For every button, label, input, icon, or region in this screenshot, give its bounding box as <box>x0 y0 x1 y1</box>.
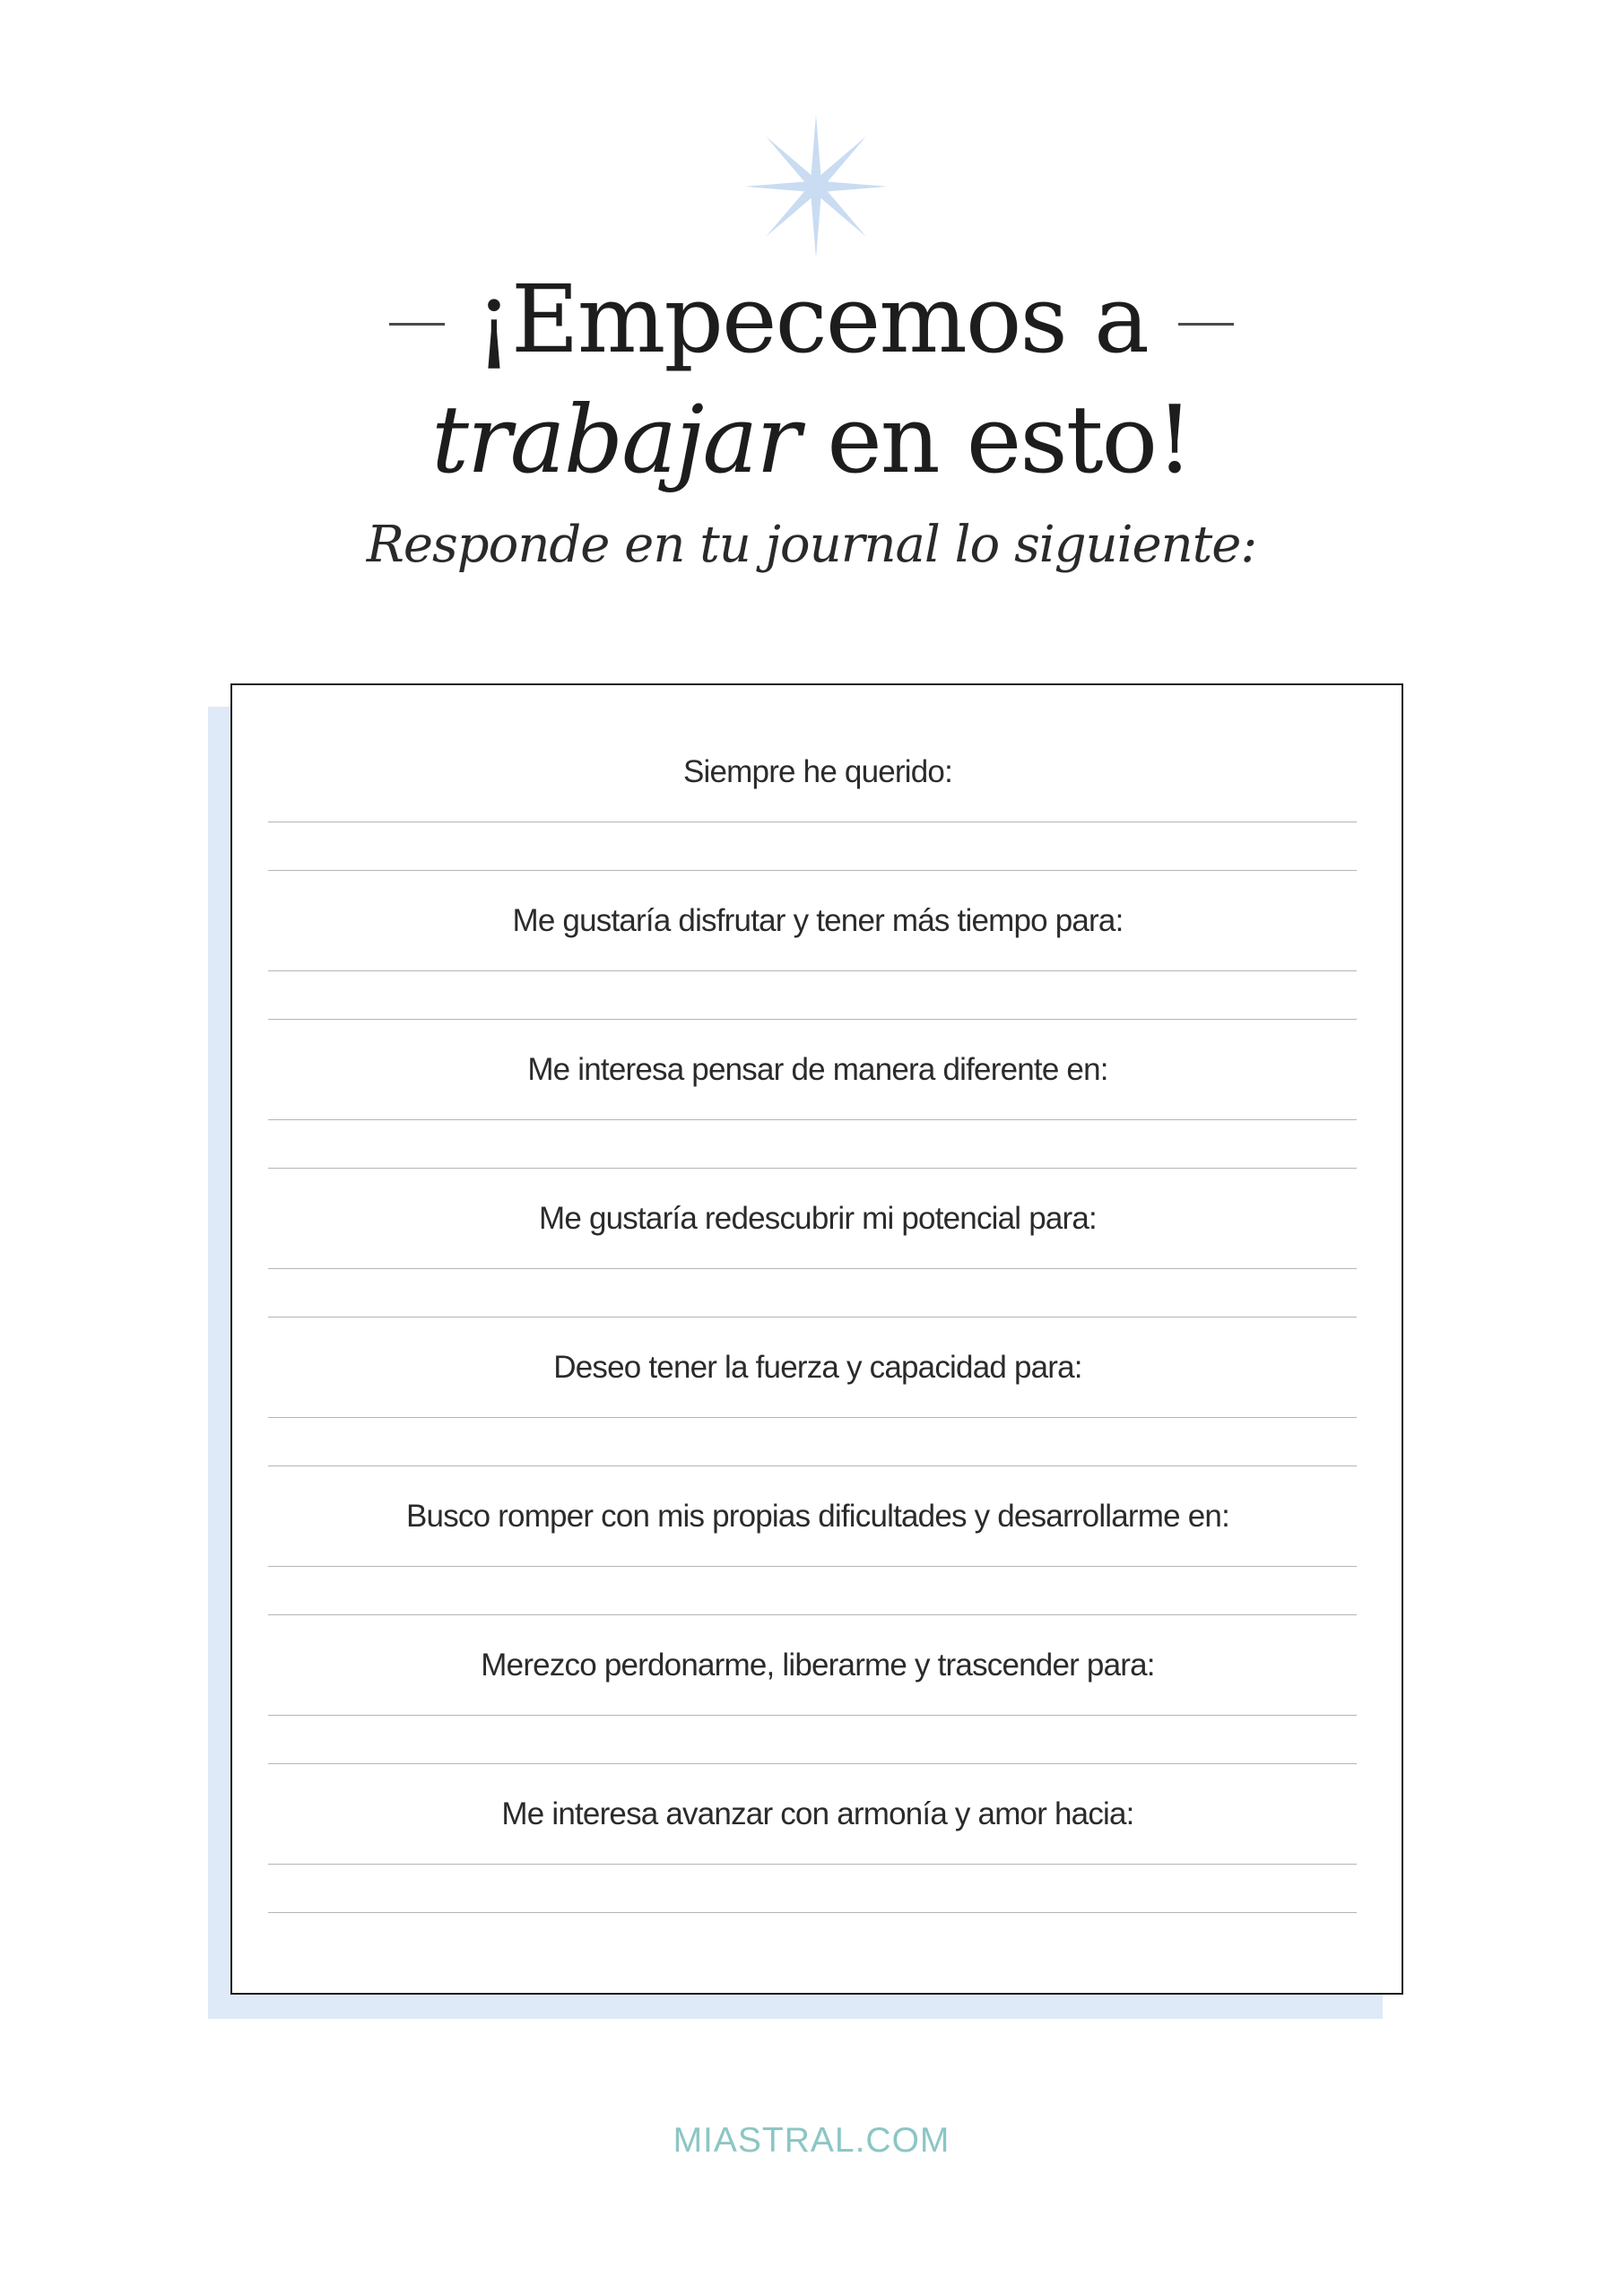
page-title <box>0 265 1623 494</box>
answer-line[interactable] <box>268 1317 1357 1318</box>
answer-line[interactable] <box>268 1614 1357 1615</box>
prompt-label: Me interesa pensar de manera diferente en: <box>527 1052 1108 1087</box>
footer-site-link[interactable]: MIASTRAL.COM <box>673 2121 950 2160</box>
answer-line[interactable] <box>268 1566 1357 1567</box>
right-dash-ornament <box>1178 323 1234 326</box>
answer-line[interactable] <box>268 1268 1357 1269</box>
prompt-label: Me gustaría redescubrir mi potencial para: <box>539 1201 1097 1236</box>
title-text-1: ¡Empecemos a <box>475 265 1148 374</box>
prompt-label: Deseo tener la fuerza y capacidad para: <box>553 1350 1082 1385</box>
prompt-label: Me interesa avanzar con armonía y amor hacia: <box>501 1796 1134 1831</box>
title-italic-word: trabajar <box>431 385 800 494</box>
answer-line[interactable] <box>268 1465 1357 1466</box>
answer-line[interactable] <box>268 1019 1357 1020</box>
answer-line[interactable] <box>268 1864 1357 1865</box>
answer-line[interactable] <box>268 1417 1357 1418</box>
prompt-item <box>268 1792 1367 1941</box>
prompt-label: Merezco perdonarme, liberarme y trascender para: <box>481 1648 1155 1683</box>
title-line-2 <box>0 385 1623 494</box>
prompt-item <box>268 750 1367 899</box>
answer-line[interactable] <box>268 970 1357 971</box>
worksheet-card <box>230 683 1403 1995</box>
left-dash-ornament <box>389 323 445 326</box>
answer-line[interactable] <box>268 1168 1357 1169</box>
prompt-item <box>268 899 1367 1048</box>
prompt-item <box>268 1345 1367 1494</box>
title-text-2: en esto! <box>799 385 1192 494</box>
answer-line[interactable] <box>268 1715 1357 1716</box>
answer-line[interactable] <box>268 1119 1357 1120</box>
subtitle: Responde en tu journal lo siguiente: <box>366 516 1257 574</box>
answer-line[interactable] <box>268 1763 1357 1764</box>
prompt-item <box>268 1196 1367 1345</box>
title-line-1 <box>0 265 1623 374</box>
prompt-item <box>268 1643 1367 1792</box>
prompt-label: Busco romper con mis propias dificultades y desarrollarme en: <box>405 1499 1229 1534</box>
answer-line[interactable] <box>268 870 1357 871</box>
prompt-label: Me gustaría disfrutar y tener más tiempo para: <box>512 903 1124 938</box>
prompt-label: Siempre he querido: <box>683 754 952 789</box>
prompt-item <box>268 1048 1367 1196</box>
sparkle-star-icon <box>744 115 888 258</box>
prompt-item <box>268 1494 1367 1643</box>
answer-line[interactable] <box>268 1912 1357 1913</box>
